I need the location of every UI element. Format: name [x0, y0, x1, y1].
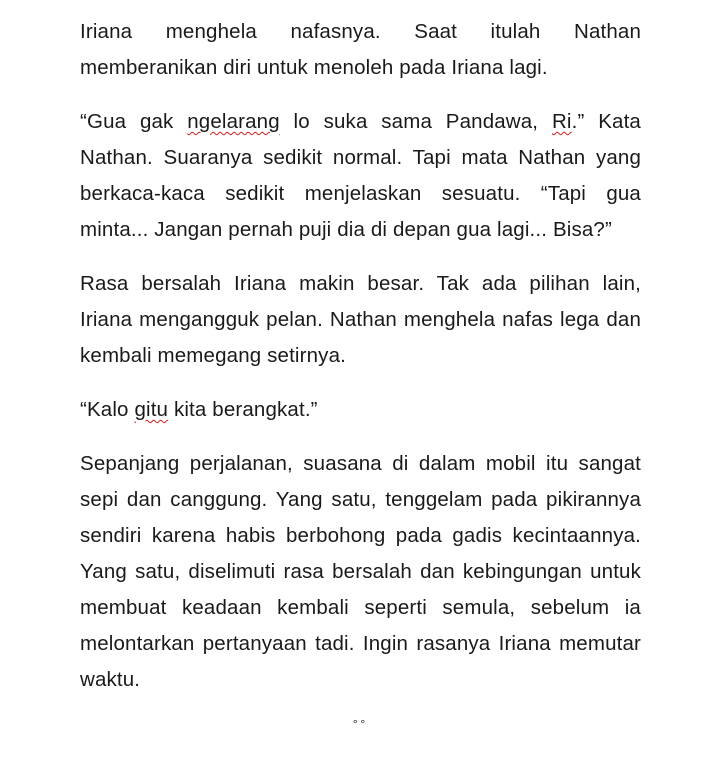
paragraph-5 — [80, 446, 641, 698]
paragraph-text: Iriana menghela nafasnya. Saat itulah Nathan memberanikan diri untuk menoleh pada Iriana lagi. — [80, 20, 641, 79]
paragraph-text: Rasa bersalah Iriana makin besar. Tak ada pilihan lain, Iriana mengangguk pelan. Nathan menghela nafas lega dan kembali memegang setirnya. — [80, 272, 641, 367]
paragraph-text: “Gua gak — [80, 110, 188, 133]
section-separator: °° — [352, 718, 368, 731]
spellcheck-word[interactable]: ngelarang — [187, 110, 280, 133]
paragraph-text: “Kalo — [80, 398, 135, 421]
paragraph-4 — [80, 392, 641, 428]
spellcheck-word[interactable]: gitu — [134, 398, 169, 421]
paragraph-text: kita berangkat.” — [168, 398, 318, 421]
paragraph-text: .” Kata Nathan. Suaranya sedikit normal. Tapi mata Nathan yang berkaca-kaca sedikit menjelaskan sesuatu. “Tapi gua minta... Jangan pernah puji dia di depan gua lagi... Bisa?” — [80, 110, 641, 241]
paragraph-2 — [80, 104, 641, 248]
document-page — [80, 14, 641, 716]
paragraph-text: Sepanjang perjalanan, suasana di dalam mobil itu sangat sepi dan canggung. Yang satu, tenggelam pada pikirannya sendiri karena habis berbohong pada gadis kecintaannya. Yang satu, diselimuti rasa bersalah dan kebingungan untuk membuat keadaan kembali seperti semula, sebelum ia melontarkan pertanyaan tadi. Ingin rasanya Iriana memutar waktu. — [80, 452, 641, 691]
paragraph-text: lo suka sama Pandawa, — [279, 110, 552, 133]
spellcheck-word[interactable]: Ri — [551, 110, 572, 133]
paragraph-1 — [80, 14, 641, 86]
paragraph-3 — [80, 266, 641, 374]
